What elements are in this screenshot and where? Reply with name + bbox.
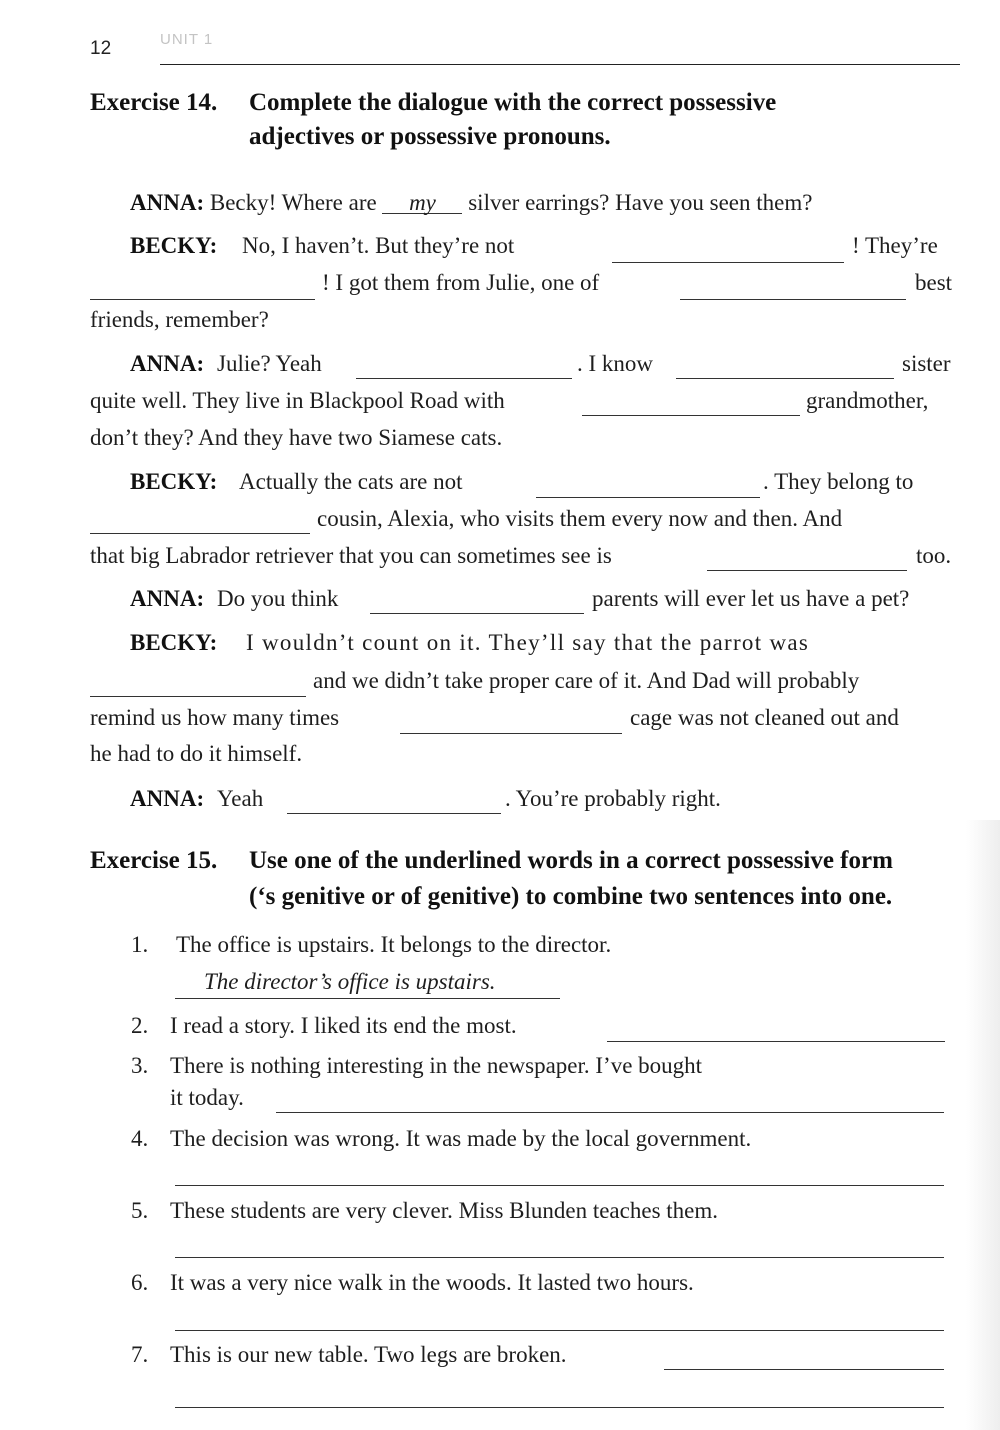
answer-blank[interactable] — [356, 378, 572, 379]
item-number: 5. — [131, 1198, 149, 1223]
text: ! I got them from Julie, one of — [322, 270, 600, 295]
item-number: 2. — [131, 1013, 149, 1038]
example-answer: The director’s office is upstairs. — [204, 969, 496, 994]
text: Do you think — [217, 586, 339, 611]
text: Becky! Where are — [209, 190, 377, 215]
speaker-becky: BECKY: — [130, 630, 218, 655]
speaker-becky: BECKY: — [130, 233, 218, 258]
speaker-anna: ANNA: — [130, 190, 205, 215]
header-rule — [160, 64, 960, 65]
answer-line[interactable] — [175, 1330, 944, 1331]
text: No, I haven’t. But they’re not — [242, 233, 515, 258]
text: quite well. They live in Blackpool Road with — [90, 388, 505, 413]
item-text-cont: it today. — [170, 1085, 244, 1110]
speaker-becky: BECKY: — [130, 469, 218, 494]
item-text: The decision was wrong. It was made by the local government. — [170, 1126, 752, 1151]
item-number: 7. — [131, 1342, 149, 1367]
text: and we didn’t take proper care of it. And Dad will probably — [313, 668, 860, 693]
item-text: It was a very nice walk in the woods. It lasted two hours. — [170, 1270, 694, 1295]
ex15-label: Exercise 15. — [90, 847, 218, 874]
answer-line[interactable] — [175, 1185, 944, 1186]
text: I wouldn’t count on it. They’ll say that the parrot was — [246, 630, 810, 655]
ex14-title-line1: Complete the dialogue with the correct possessive — [249, 89, 777, 116]
text: he had to do it himself. — [90, 741, 303, 766]
item-text: There is nothing interesting in the newspaper. I’ve bought — [170, 1053, 703, 1078]
answer-blank[interactable] — [680, 299, 906, 300]
answer-blank[interactable] — [676, 378, 894, 379]
answer-line[interactable] — [175, 1407, 944, 1408]
text: cage was not cleaned out and — [630, 705, 899, 730]
text: best — [915, 270, 953, 295]
item-number: 4. — [131, 1126, 149, 1151]
speaker-anna: ANNA: — [130, 351, 205, 376]
item-number: 1. — [131, 932, 149, 957]
speaker-anna: ANNA: — [130, 586, 205, 611]
answer-line[interactable] — [175, 1257, 944, 1258]
answer-blank[interactable] — [90, 299, 315, 300]
unit-label: UNIT 1 — [160, 31, 214, 48]
text: Actually the cats are not — [239, 469, 463, 494]
text: parents will ever let us have a pet? — [592, 586, 910, 611]
answer-blank[interactable] — [400, 733, 622, 734]
scan-edge-shadow — [966, 820, 1000, 1430]
answer-blank[interactable] — [707, 570, 907, 571]
speaker-anna: ANNA: — [130, 786, 205, 811]
item-number: 6. — [131, 1270, 149, 1295]
text: too. — [916, 543, 952, 568]
dialogue-line-1 — [130, 190, 812, 216]
answer-blank[interactable] — [536, 497, 760, 498]
answer-line[interactable] — [607, 1041, 945, 1042]
text: Yeah — [217, 786, 264, 811]
ex15-title-line2: (‘s genitive or of genitive) to combine two sentences into one. — [249, 883, 893, 910]
ex14-title-line2: adjectives or possessive pronouns. — [249, 123, 611, 150]
text: grandmother, — [806, 388, 929, 413]
answer-blank[interactable] — [612, 262, 844, 263]
text: that big Labrador retriever that you can sometimes see is — [90, 543, 612, 568]
answer-blank[interactable] — [370, 613, 584, 614]
text: ! They’re — [852, 233, 938, 258]
answer-line[interactable] — [276, 1112, 944, 1113]
answer-blank[interactable] — [90, 696, 306, 697]
text: Julie? Yeah — [217, 351, 322, 376]
answer-blank[interactable] — [582, 415, 800, 416]
text: friends, remember? — [90, 307, 269, 332]
item-text: I read a story. I liked its end the most. — [170, 1013, 517, 1038]
answer-line[interactable] — [664, 1369, 944, 1370]
answer-blank: my — [382, 193, 462, 214]
text: sister — [902, 351, 951, 376]
item-text: The office is upstairs. It belongs to the director. — [176, 932, 612, 957]
text: . I know — [577, 351, 654, 376]
item-text: These students are very clever. Miss Blunden teaches them. — [170, 1198, 719, 1223]
item-text: This is our new table. Two legs are broken. — [170, 1342, 567, 1367]
ex14-label: Exercise 14. — [90, 89, 218, 116]
text: don’t they? And they have two Siamese cats. — [90, 425, 503, 450]
text: cousin, Alexia, who visits them every now and then. And — [317, 506, 843, 531]
text: silver earrings? Have you seen them? — [468, 190, 813, 215]
page-number: 12 — [90, 38, 112, 59]
answer-line — [175, 998, 560, 999]
answer-blank[interactable] — [287, 813, 501, 814]
text: . You’re probably right. — [505, 786, 721, 811]
text: . They belong to — [763, 469, 914, 494]
text: remind us how many times — [90, 705, 340, 730]
item-number: 3. — [131, 1053, 149, 1078]
answer-blank[interactable] — [90, 533, 310, 534]
ex15-title-line1: Use one of the underlined words in a correct possessive form — [249, 847, 893, 874]
